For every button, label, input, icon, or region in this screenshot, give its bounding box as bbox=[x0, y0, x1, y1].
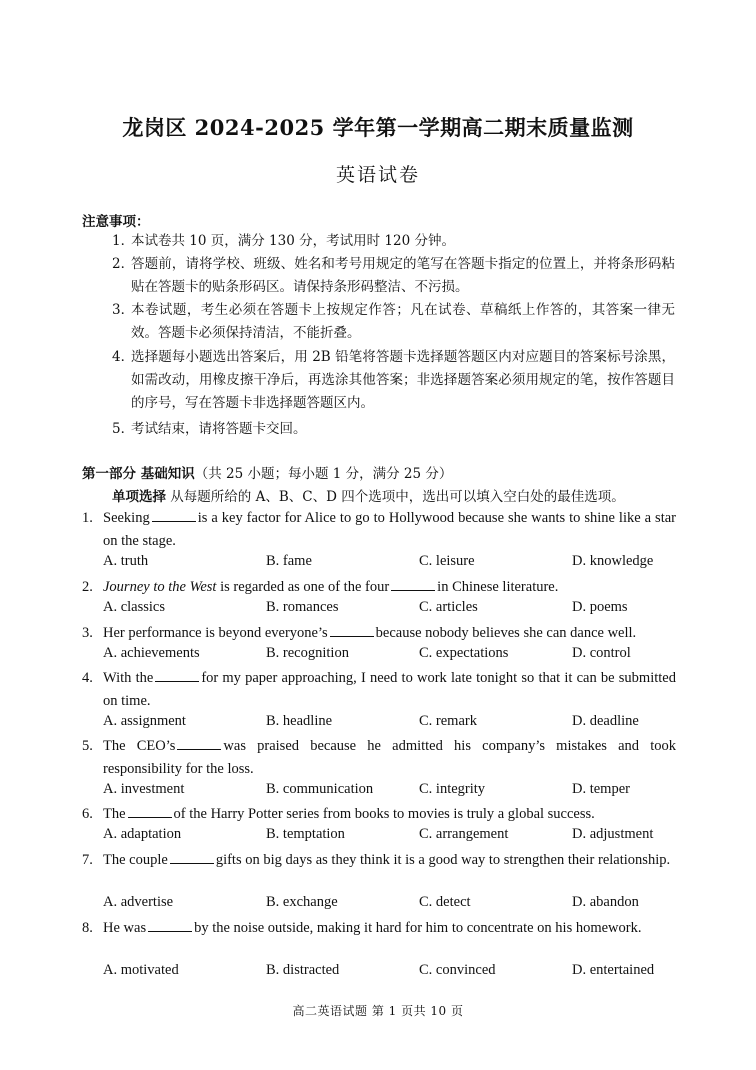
option: C. leisure bbox=[419, 553, 475, 569]
options-row bbox=[103, 781, 683, 804]
notice-item: 2． 答题前，请将学校、班级、姓名和考号用规定的笔写在答题卡指定的位置上，并将条形码粘贴在答题卡的贴条形码区。请保持条形码整洁、不污损。 bbox=[112, 256, 675, 295]
options-row bbox=[103, 962, 683, 985]
option: A. investment bbox=[103, 781, 185, 797]
option: D. control bbox=[572, 645, 631, 661]
option: D. entertained bbox=[572, 962, 655, 978]
answer-blank bbox=[128, 803, 172, 818]
option: B. distracted bbox=[266, 962, 340, 978]
question: 6. The of the Harry Potter series from books to movies is truly a global success. bbox=[82, 803, 676, 826]
page-footer: 高二英语试题 第 1 页共 10 页 bbox=[292, 1004, 464, 1018]
section-instruction: 单项选择 从每题所给的 A、B、C、D 四个选项中，选出可以填入空白处的最佳选项。 bbox=[112, 489, 625, 505]
question: 2. Journey to the West is regarded as one of the four in Chinese literature. bbox=[82, 576, 676, 599]
option: A. achievements bbox=[103, 645, 200, 661]
question: 7. The couple gifts on big days as they think it is a good way to strengthen their relationship. bbox=[82, 849, 676, 872]
option: B. romances bbox=[266, 599, 339, 615]
notice-item: 4． 选择题每小题选出答案后，用 2B 铅笔将答题卡选择题答题区内对应题目的答案标号涂黑，如需改动，用橡皮擦干净后，再选涂其他答案；非选择题答案必须用规定的笔，按作答题目的序号，写在答题卡非选择题答题区内。 bbox=[112, 349, 675, 411]
option: C. arrangement bbox=[419, 826, 509, 842]
question: 8. He was by the noise outside, making it hard for him to concentrate on his homework. bbox=[82, 917, 676, 940]
part-heading bbox=[82, 462, 452, 482]
part-score-note: （共 25 小题；每小题 1 分，满分 25 分） bbox=[194, 466, 453, 482]
question: 5. The CEO’s was praised because he admitted his company’s mistakes and took responsibility for the loss. bbox=[82, 735, 676, 781]
option: B. communication bbox=[266, 781, 374, 797]
option: C. expectations bbox=[419, 645, 509, 661]
notice-item: 1． 本试卷共 10 页，满分 130 分，考试用时 120 分钟。 bbox=[112, 233, 455, 249]
option: B. temptation bbox=[266, 826, 345, 842]
book-title: Journey to the West bbox=[103, 579, 217, 595]
part-title: 第一部分 基础知识 bbox=[82, 466, 195, 482]
section-label: 单项选择 bbox=[112, 489, 166, 505]
answer-blank bbox=[148, 917, 192, 932]
option: D. temper bbox=[572, 781, 630, 797]
options-row bbox=[103, 553, 683, 576]
options-row bbox=[103, 599, 683, 622]
option: D. poems bbox=[572, 599, 628, 615]
answer-blank bbox=[330, 622, 374, 637]
option: D. abandon bbox=[572, 894, 639, 910]
option: B. headline bbox=[266, 713, 333, 729]
options-row bbox=[103, 826, 683, 849]
notice-item: 3． 本卷试题，考生必须在答题卡上按规定作答；凡在试卷、草稿纸上作答的，其答案一律无效。答题卡必须保持清洁，不能折叠。 bbox=[112, 302, 675, 341]
option: A. truth bbox=[103, 553, 149, 569]
option: C. detect bbox=[419, 894, 471, 910]
option: B. exchange bbox=[266, 894, 338, 910]
option: C. convinced bbox=[419, 962, 496, 978]
answer-blank bbox=[170, 849, 214, 864]
option: A. assignment bbox=[103, 713, 186, 729]
option: A. adaptation bbox=[103, 826, 182, 842]
options-row bbox=[103, 713, 683, 736]
answer-blank bbox=[155, 667, 199, 682]
option: C. remark bbox=[419, 713, 477, 729]
question: 1. Seeking is a key factor for Alice to go to Hollywood because she wants to shine like a star on the stage. bbox=[82, 507, 676, 553]
notice-heading: 注意事项： bbox=[82, 214, 150, 230]
option: A. advertise bbox=[103, 894, 174, 910]
exam-title: 龙岗区 2024-2025 学年第一学期高二期末质量监测 bbox=[122, 115, 634, 140]
option: C. articles bbox=[419, 599, 478, 615]
option: C. integrity bbox=[419, 781, 486, 797]
question: 3. Her performance is beyond everyone’s because nobody believes she can dance well. bbox=[82, 622, 676, 645]
answer-blank bbox=[391, 576, 435, 591]
notice-item: 5． 考试结束，请将答题卡交回。 bbox=[112, 421, 307, 437]
option: B. recognition bbox=[266, 645, 349, 661]
question: 4. With the for my paper approaching, I need to work late tonight so that it can be submitted on time. bbox=[82, 667, 676, 713]
answer-blank bbox=[152, 507, 196, 522]
option: D. deadline bbox=[572, 713, 639, 729]
option: D. knowledge bbox=[572, 553, 654, 569]
option: D. adjustment bbox=[572, 826, 654, 842]
options-row bbox=[103, 894, 683, 917]
option: A. classics bbox=[103, 599, 166, 615]
options-row bbox=[103, 645, 683, 668]
answer-blank bbox=[177, 735, 221, 750]
option: B. fame bbox=[266, 553, 312, 569]
exam-subtitle: 英语试卷 bbox=[335, 164, 420, 186]
option: A. motivated bbox=[103, 962, 179, 978]
